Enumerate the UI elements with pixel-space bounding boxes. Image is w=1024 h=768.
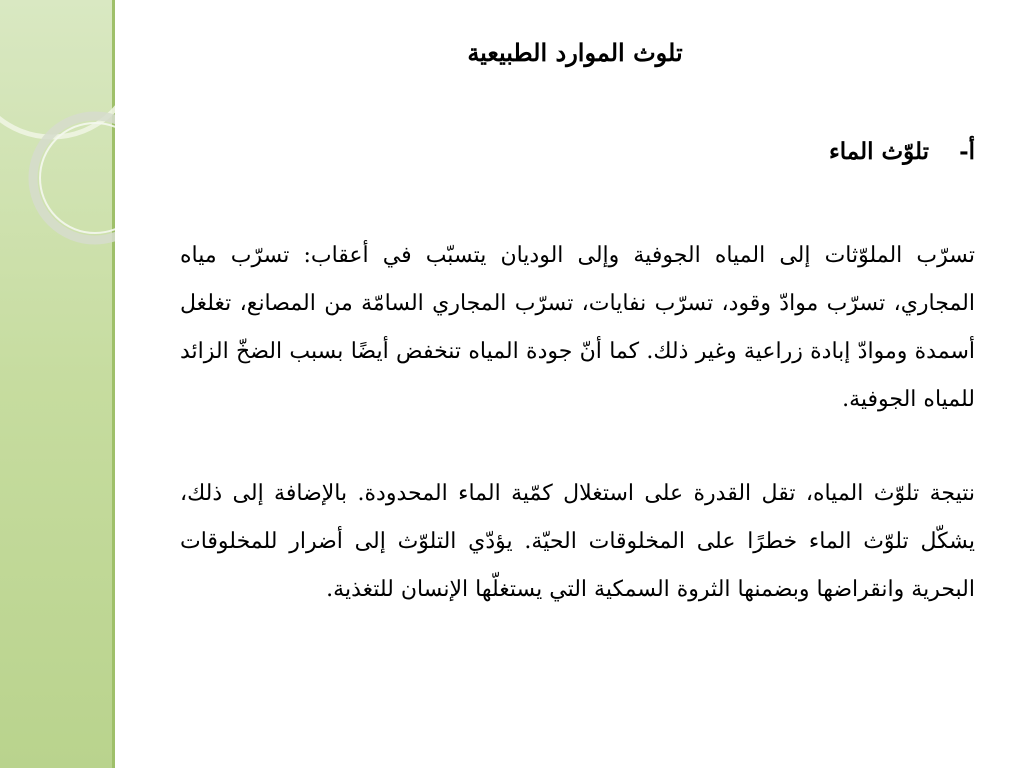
section-number: أ- bbox=[959, 138, 975, 165]
decorative-rings bbox=[0, 0, 115, 768]
paragraph-causes: تسرّب الملوّثات إلى المياه الجوفية وإلى الوديان يتسبّب في أعقاب: تسرّب مياه المجاري، تسرّب موادّ وقود، تسرّب نفايات، تسرّب المجاري السامّة من المصانع، تغلغل أسمدة وموادّ إبادة زراعية وغير ذلك. كما أنّ جودة المياه تنخفض أيضًا بسبب الضخّ الزائد للمياه الجوفية. bbox=[180, 243, 975, 412]
section-heading bbox=[829, 138, 975, 165]
section-title: تلوّث الماء bbox=[828, 138, 930, 165]
slide-title: تلوث الموارد الطبيعية bbox=[467, 38, 683, 67]
paragraph-consequences: نتيجة تلوّث المياه، تقل القدرة على استغلال كمّية الماء المحدودة. بالإضافة إلى ذلك، يشكّل تلوّث الماء خطرًا على المخلوقات الحيّة. يؤدّي التلوّث إلى أضرار للمخلوقات البحرية وانقراضها وبضمنها الثروة السمكية التي يستغلّها الإنسان للتغذية. bbox=[180, 481, 975, 602]
slide-content bbox=[175, 0, 975, 768]
